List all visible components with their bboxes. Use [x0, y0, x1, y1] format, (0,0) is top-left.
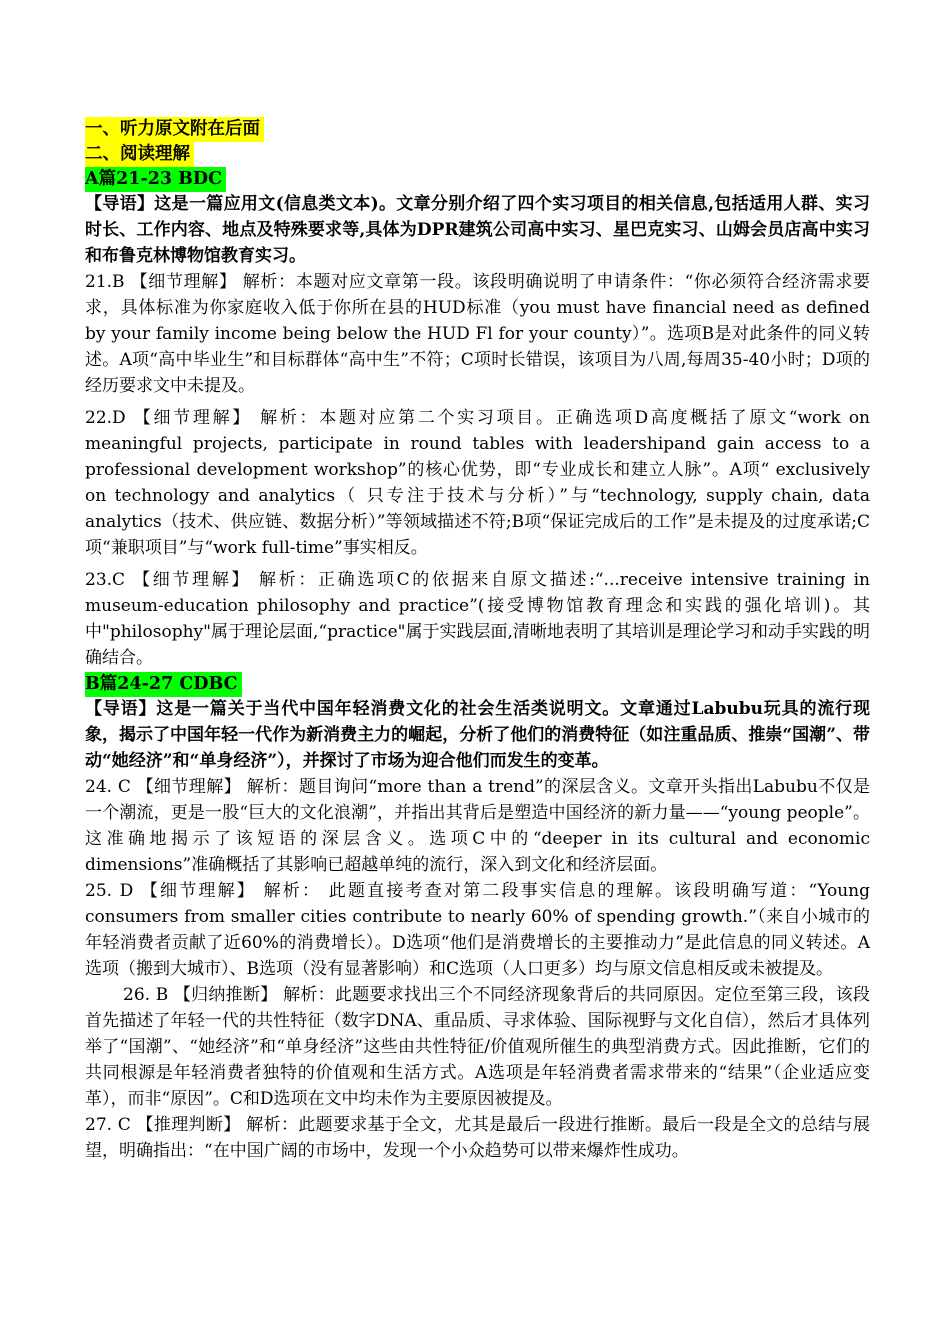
answer-21: 21.B 【细节理解】 解析：本题对应文章第一段。该段明确说明了申请条件：“你必须符合经济需求要求，具体标准为你家庭收入低于你所在县的HUD标准（you must have financial need as defined by your family income being below the HUD Fl for your county）”。选项B是对此条件的同义转述。A项“高中毕业生”和目标群体“高中生”不符；C项时长错误，该项目为八周,每周35-40小时；D项的经历要求文中未提及。 [85, 272, 870, 396]
answer-26: 26. B 【归纳推断】 解析：此题要求找出三个不同经济现象背后的共同原因。定位至第三段，该段首先描述了年轻一代的共性特征（数字DNA、重品质、寻求体验、国际视野与文化自信），然后才具体列举了“国潮”、“她经济”和“单身经济”这些由共性特征/价值观所催生的典型消费方式。因此推断，它们的共同根源是年轻消费者独特的价值观和生活方式。A选项是年轻消费者需求带来的“结果”（企业适应变革），而非“原因”。C和D选项在文中均未作为主要原因被提及。 [85, 985, 870, 1109]
heading-passage-b: B篇24-27 CDBC [85, 672, 242, 697]
answer-23: 23.C 【细节理解】 解析：正确选项C的依据来自原文描述:“...receive intensive training in museum-education philosophy and practice”(接受博物馆教育理念和实践的强化培训)。其中"philosophy"属于理论层面,“practice"属于实践层面,清晰地表明了其培训是理论学习和动手实践的明确结合。 [85, 570, 870, 668]
heading-listening: 一、听力原文附在后面 [85, 117, 264, 142]
heading-row-1 [85, 116, 870, 141]
passage-a-guide: 【导语】这是一篇应用文(信息类文本)。文章分别介绍了四个实习项目的相关信息,包括适用人群、实习时长、工作内容、地点及特殊要求等,具体为DPR建筑公司高中实习、星巴克实习、山姆会员店高中实习和布鲁克林博物馆教育实习。 [85, 194, 870, 266]
passage-b-guide: 【导语】这是一篇关于当代中国年轻消费文化的社会生活类说明文。文章通过Labubu玩具的流行现象，揭示了中国年轻一代作为新消费主力的崛起，分析了他们的消费特征（如注重品质、推崇“国潮”、带动“她经济”和“单身经济”），并探讨了市场为迎合他们而发生的变革。 [85, 699, 870, 771]
heading-reading: 二、阅读理解 [85, 142, 194, 167]
answer-22: 22.D 【细节理解】 解析：本题对应第二个实习项目。正确选项D高度概括了原文“work on meaningful projects, participate in round tables with leadershipand gain access to a professional development workshop”的核心优势，即“专业成长和建立人脉”。A项“ exclusively on technology and analytics（ 只专注于技术与分析）”与“technology, supply chain, data analytics（技术、供应链、数据分析）”等领域描述不符;B项“保证完成后的工作”是未提及的过度承诺;C项“兼职项目”与“work full-time”事实相反。 [85, 408, 870, 558]
heading-row-4 [85, 671, 870, 696]
answer-25: 25. D 【细节理解】 解析： 此题直接考查对第二段事实信息的理解。该段明确写道：“Young consumers from smaller cities contribute to nearly 60% of spending growth.”（来自小城市的年轻消费者贡献了近60%的消费增长）。D选项“他们是消费增长的主要推动力”是此信息的同义转述。A选项（搬到大城市）、B选项（没有显著影响）和C选项（人口更多）均与原文信息相反或未被提及。 [85, 881, 870, 979]
answer-27: 27. C 【推理判断】 解析：此题要求基于全文，尤其是最后一段进行推断。最后一段是全文的总结与展望，明确指出：“在中国广阔的市场中，发现一个小众趋势可以带来爆炸性成功。 [85, 1115, 870, 1161]
heading-row-2 [85, 141, 870, 166]
heading-passage-a: A篇21-23 BDC [85, 167, 226, 192]
document-page [85, 116, 870, 1164]
answer-24: 24. C 【细节理解】 解析：题目询问“more than a trend”的深层含义。文章开头指出Labubu不仅是一个潮流，更是一股“巨大的文化浪潮”，并指出其背后是塑造中国经济的新力量——“young people”。这准确地揭示了该短语的深层含义。选项C中的“deeper in its cultural and economic dimensions”准确概括了其影响已超越单纯的流行，深入到文化和经济层面。 [85, 777, 870, 875]
heading-row-3 [85, 166, 870, 191]
